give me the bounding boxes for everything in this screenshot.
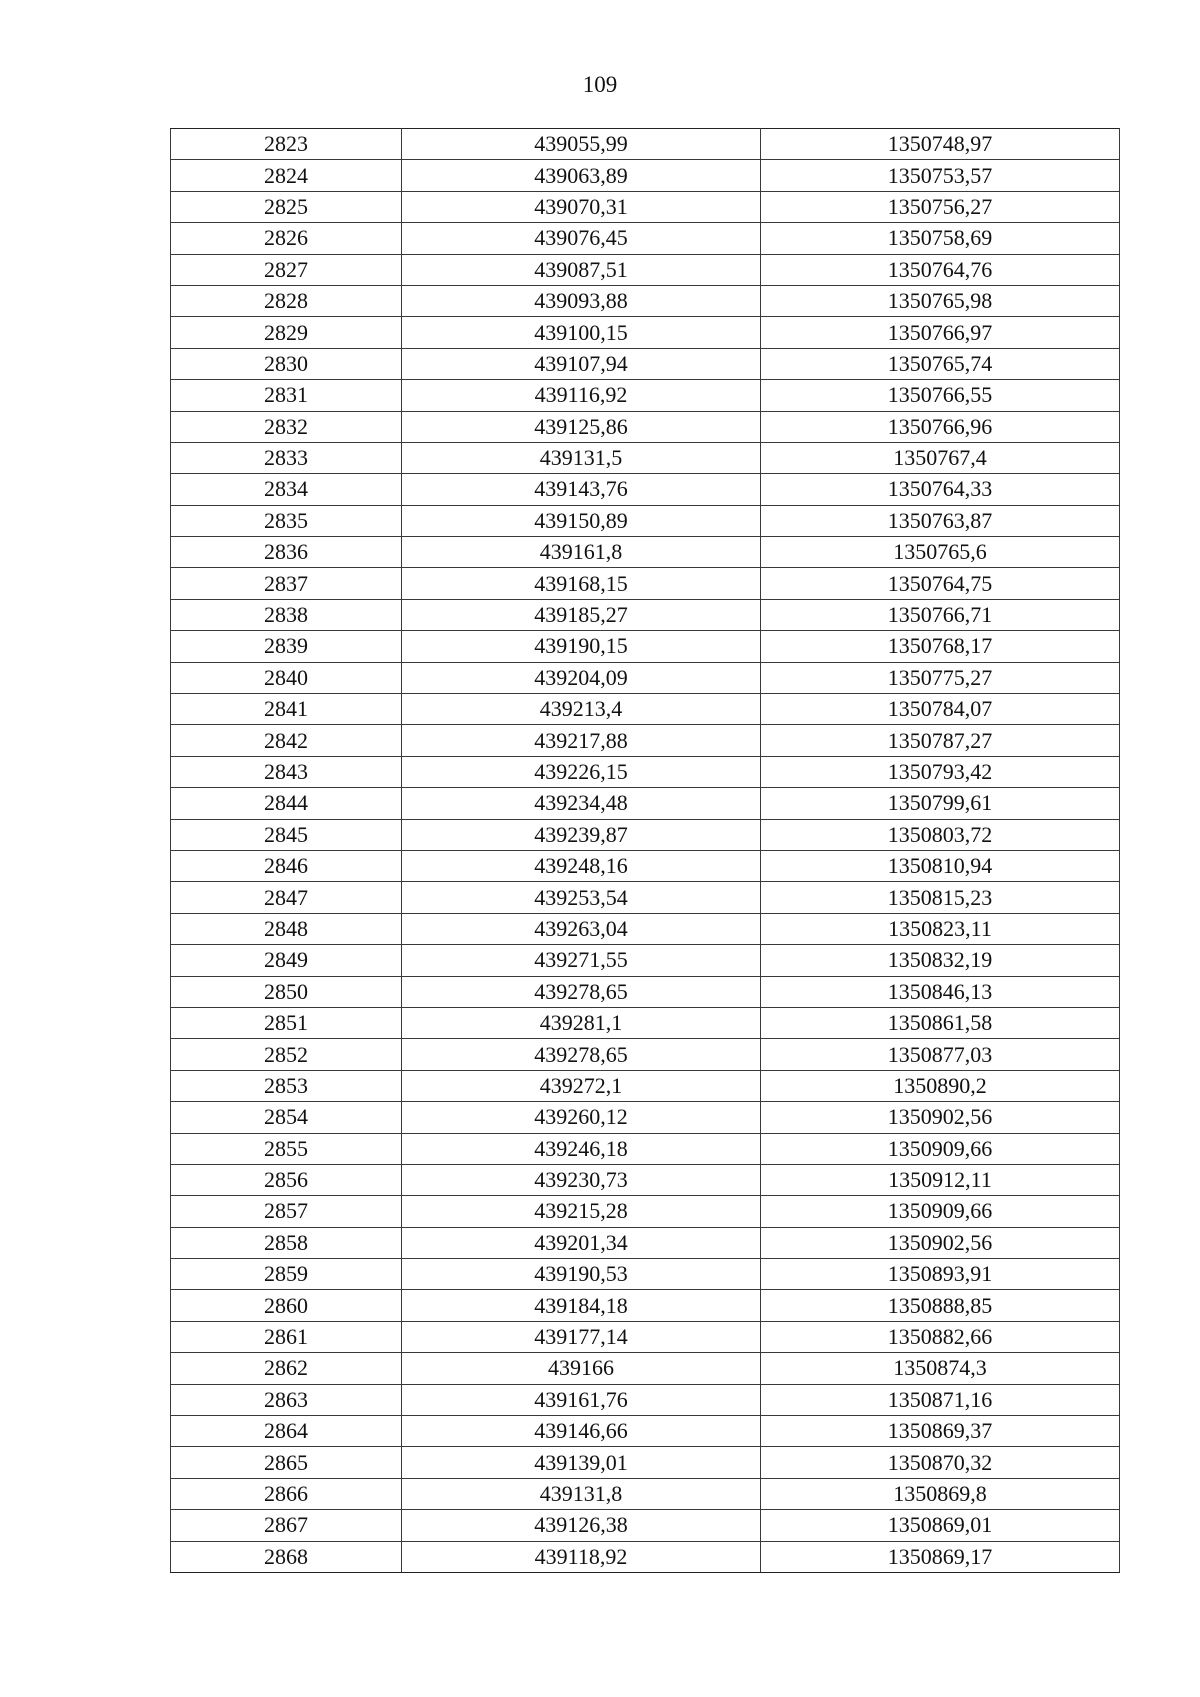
- x-coordinate-cell: 439248,16: [402, 850, 761, 881]
- table-row: [171, 788, 1120, 819]
- x-coordinate-cell: 439063,89: [402, 160, 761, 191]
- table-row: [171, 1070, 1120, 1101]
- table-row: [171, 223, 1120, 254]
- table-row: [171, 348, 1120, 379]
- point-number-cell: 2857: [171, 1196, 402, 1227]
- y-coordinate-cell: 1350763,87: [761, 505, 1120, 536]
- x-coordinate-cell: 439131,8: [402, 1478, 761, 1509]
- point-number-cell: 2861: [171, 1321, 402, 1352]
- y-coordinate-cell: 1350793,42: [761, 756, 1120, 787]
- x-coordinate-cell: 439260,12: [402, 1102, 761, 1133]
- x-coordinate-cell: 439215,28: [402, 1196, 761, 1227]
- point-number-cell: 2847: [171, 882, 402, 913]
- point-number-cell: 2848: [171, 913, 402, 944]
- x-coordinate-cell: 439230,73: [402, 1164, 761, 1195]
- x-coordinate-cell: 439131,5: [402, 442, 761, 473]
- x-coordinate-cell: 439278,65: [402, 1039, 761, 1070]
- point-number-cell: 2852: [171, 1039, 402, 1070]
- x-coordinate-cell: 439055,99: [402, 129, 761, 160]
- table-row: [171, 129, 1120, 160]
- x-coordinate-cell: 439116,92: [402, 380, 761, 411]
- point-number-cell: 2838: [171, 599, 402, 630]
- y-coordinate-cell: 1350893,91: [761, 1259, 1120, 1290]
- x-coordinate-cell: 439146,66: [402, 1416, 761, 1447]
- point-number-cell: 2839: [171, 631, 402, 662]
- y-coordinate-cell: 1350870,32: [761, 1447, 1120, 1478]
- table-row: [171, 1133, 1120, 1164]
- point-number-cell: 2859: [171, 1259, 402, 1290]
- coordinates-table: [170, 128, 1120, 1573]
- x-coordinate-cell: 439139,01: [402, 1447, 761, 1478]
- table-row: [171, 1510, 1120, 1541]
- y-coordinate-cell: 1350902,56: [761, 1227, 1120, 1258]
- x-coordinate-cell: 439272,1: [402, 1070, 761, 1101]
- table-row: [171, 1039, 1120, 1070]
- table-row: [171, 1321, 1120, 1352]
- y-coordinate-cell: 1350909,66: [761, 1196, 1120, 1227]
- y-coordinate-cell: 1350869,01: [761, 1510, 1120, 1541]
- point-number-cell: 2862: [171, 1353, 402, 1384]
- y-coordinate-cell: 1350888,85: [761, 1290, 1120, 1321]
- table-row: [171, 1007, 1120, 1038]
- y-coordinate-cell: 1350766,96: [761, 411, 1120, 442]
- table-row: [171, 631, 1120, 662]
- table-row: [171, 191, 1120, 222]
- point-number-cell: 2856: [171, 1164, 402, 1195]
- y-coordinate-cell: 1350861,58: [761, 1007, 1120, 1038]
- y-coordinate-cell: 1350823,11: [761, 913, 1120, 944]
- y-coordinate-cell: 1350764,75: [761, 568, 1120, 599]
- table-row: [171, 599, 1120, 630]
- x-coordinate-cell: 439161,76: [402, 1384, 761, 1415]
- table-row: [171, 662, 1120, 693]
- point-number-cell: 2853: [171, 1070, 402, 1101]
- point-number-cell: 2868: [171, 1541, 402, 1572]
- x-coordinate-cell: 439087,51: [402, 254, 761, 285]
- x-coordinate-cell: 439204,09: [402, 662, 761, 693]
- x-coordinate-cell: 439161,8: [402, 537, 761, 568]
- y-coordinate-cell: 1350766,55: [761, 380, 1120, 411]
- point-number-cell: 2836: [171, 537, 402, 568]
- x-coordinate-cell: 439234,48: [402, 788, 761, 819]
- point-number-cell: 2863: [171, 1384, 402, 1415]
- point-number-cell: 2840: [171, 662, 402, 693]
- point-number-cell: 2826: [171, 223, 402, 254]
- point-number-cell: 2845: [171, 819, 402, 850]
- y-coordinate-cell: 1350846,13: [761, 976, 1120, 1007]
- table-row: [171, 1164, 1120, 1195]
- y-coordinate-cell: 1350765,98: [761, 285, 1120, 316]
- coordinates-table-body: [171, 129, 1120, 1573]
- point-number-cell: 2854: [171, 1102, 402, 1133]
- x-coordinate-cell: 439118,92: [402, 1541, 761, 1572]
- x-coordinate-cell: 439226,15: [402, 756, 761, 787]
- table-row: [171, 1196, 1120, 1227]
- x-coordinate-cell: 439239,87: [402, 819, 761, 850]
- x-coordinate-cell: 439125,86: [402, 411, 761, 442]
- table-row: [171, 1447, 1120, 1478]
- table-row: [171, 568, 1120, 599]
- table-row: [171, 913, 1120, 944]
- y-coordinate-cell: 1350753,57: [761, 160, 1120, 191]
- y-coordinate-cell: 1350764,33: [761, 474, 1120, 505]
- point-number-cell: 2865: [171, 1447, 402, 1478]
- y-coordinate-cell: 1350803,72: [761, 819, 1120, 850]
- table-row: [171, 1416, 1120, 1447]
- y-coordinate-cell: 1350764,76: [761, 254, 1120, 285]
- point-number-cell: 2850: [171, 976, 402, 1007]
- point-number-cell: 2858: [171, 1227, 402, 1258]
- y-coordinate-cell: 1350784,07: [761, 694, 1120, 725]
- point-number-cell: 2830: [171, 348, 402, 379]
- y-coordinate-cell: 1350767,4: [761, 442, 1120, 473]
- x-coordinate-cell: 439100,15: [402, 317, 761, 348]
- table-row: [171, 976, 1120, 1007]
- table-row: [171, 442, 1120, 473]
- table-row: [171, 725, 1120, 756]
- y-coordinate-cell: 1350758,69: [761, 223, 1120, 254]
- point-number-cell: 2844: [171, 788, 402, 819]
- y-coordinate-cell: 1350787,27: [761, 725, 1120, 756]
- x-coordinate-cell: 439150,89: [402, 505, 761, 536]
- x-coordinate-cell: 439166: [402, 1353, 761, 1384]
- table-row: [171, 882, 1120, 913]
- table-row: [171, 285, 1120, 316]
- y-coordinate-cell: 1350766,97: [761, 317, 1120, 348]
- point-number-cell: 2823: [171, 129, 402, 160]
- table-row: [171, 819, 1120, 850]
- table-row: [171, 1384, 1120, 1415]
- point-number-cell: 2831: [171, 380, 402, 411]
- point-number-cell: 2846: [171, 850, 402, 881]
- point-number-cell: 2834: [171, 474, 402, 505]
- y-coordinate-cell: 1350869,17: [761, 1541, 1120, 1572]
- point-number-cell: 2849: [171, 945, 402, 976]
- table-row: [171, 1290, 1120, 1321]
- x-coordinate-cell: 439278,65: [402, 976, 761, 1007]
- point-number-cell: 2835: [171, 505, 402, 536]
- point-number-cell: 2855: [171, 1133, 402, 1164]
- page-number: 109: [582, 72, 618, 97]
- x-coordinate-cell: 439263,04: [402, 913, 761, 944]
- x-coordinate-cell: 439093,88: [402, 285, 761, 316]
- point-number-cell: 2832: [171, 411, 402, 442]
- x-coordinate-cell: 439271,55: [402, 945, 761, 976]
- table-row: [171, 317, 1120, 348]
- point-number-cell: 2825: [171, 191, 402, 222]
- y-coordinate-cell: 1350832,19: [761, 945, 1120, 976]
- x-coordinate-cell: 439107,94: [402, 348, 761, 379]
- table-row: [171, 850, 1120, 881]
- x-coordinate-cell: 439213,4: [402, 694, 761, 725]
- x-coordinate-cell: 439190,53: [402, 1259, 761, 1290]
- point-number-cell: 2828: [171, 285, 402, 316]
- x-coordinate-cell: 439201,34: [402, 1227, 761, 1258]
- x-coordinate-cell: 439190,15: [402, 631, 761, 662]
- x-coordinate-cell: 439217,88: [402, 725, 761, 756]
- table-row: [171, 1541, 1120, 1572]
- x-coordinate-cell: 439184,18: [402, 1290, 761, 1321]
- y-coordinate-cell: 1350748,97: [761, 129, 1120, 160]
- x-coordinate-cell: 439185,27: [402, 599, 761, 630]
- y-coordinate-cell: 1350871,16: [761, 1384, 1120, 1415]
- x-coordinate-cell: 439076,45: [402, 223, 761, 254]
- point-number-cell: 2829: [171, 317, 402, 348]
- x-coordinate-cell: 439281,1: [402, 1007, 761, 1038]
- x-coordinate-cell: 439070,31: [402, 191, 761, 222]
- x-coordinate-cell: 439143,76: [402, 474, 761, 505]
- y-coordinate-cell: 1350810,94: [761, 850, 1120, 881]
- y-coordinate-cell: 1350775,27: [761, 662, 1120, 693]
- x-coordinate-cell: 439246,18: [402, 1133, 761, 1164]
- y-coordinate-cell: 1350765,6: [761, 537, 1120, 568]
- x-coordinate-cell: 439177,14: [402, 1321, 761, 1352]
- y-coordinate-cell: 1350869,37: [761, 1416, 1120, 1447]
- table-row: [171, 380, 1120, 411]
- y-coordinate-cell: 1350799,61: [761, 788, 1120, 819]
- point-number-cell: 2866: [171, 1478, 402, 1509]
- point-number-cell: 2843: [171, 756, 402, 787]
- y-coordinate-cell: 1350765,74: [761, 348, 1120, 379]
- y-coordinate-cell: 1350766,71: [761, 599, 1120, 630]
- y-coordinate-cell: 1350874,3: [761, 1353, 1120, 1384]
- y-coordinate-cell: 1350877,03: [761, 1039, 1120, 1070]
- table-row: [171, 694, 1120, 725]
- point-number-cell: 2827: [171, 254, 402, 285]
- table-row: [171, 945, 1120, 976]
- x-coordinate-cell: 439253,54: [402, 882, 761, 913]
- point-number-cell: 2860: [171, 1290, 402, 1321]
- table-row: [171, 1227, 1120, 1258]
- table-row: [171, 160, 1120, 191]
- y-coordinate-cell: 1350756,27: [761, 191, 1120, 222]
- point-number-cell: 2851: [171, 1007, 402, 1038]
- table-row: [171, 411, 1120, 442]
- x-coordinate-cell: 439126,38: [402, 1510, 761, 1541]
- table-row: [171, 1353, 1120, 1384]
- point-number-cell: 2841: [171, 694, 402, 725]
- table-row: [171, 505, 1120, 536]
- table-row: [171, 1102, 1120, 1133]
- table-row: [171, 537, 1120, 568]
- y-coordinate-cell: 1350882,66: [761, 1321, 1120, 1352]
- table-row: [171, 1259, 1120, 1290]
- x-coordinate-cell: 439168,15: [402, 568, 761, 599]
- point-number-cell: 2833: [171, 442, 402, 473]
- table-row: [171, 474, 1120, 505]
- y-coordinate-cell: 1350902,56: [761, 1102, 1120, 1133]
- table-row: [171, 756, 1120, 787]
- point-number-cell: 2837: [171, 568, 402, 599]
- point-number-cell: 2867: [171, 1510, 402, 1541]
- point-number-cell: 2864: [171, 1416, 402, 1447]
- y-coordinate-cell: 1350768,17: [761, 631, 1120, 662]
- point-number-cell: 2842: [171, 725, 402, 756]
- y-coordinate-cell: 1350890,2: [761, 1070, 1120, 1101]
- table-row: [171, 254, 1120, 285]
- y-coordinate-cell: 1350869,8: [761, 1478, 1120, 1509]
- table-row: [171, 1478, 1120, 1509]
- y-coordinate-cell: 1350909,66: [761, 1133, 1120, 1164]
- point-number-cell: 2824: [171, 160, 402, 191]
- y-coordinate-cell: 1350815,23: [761, 882, 1120, 913]
- y-coordinate-cell: 1350912,11: [761, 1164, 1120, 1195]
